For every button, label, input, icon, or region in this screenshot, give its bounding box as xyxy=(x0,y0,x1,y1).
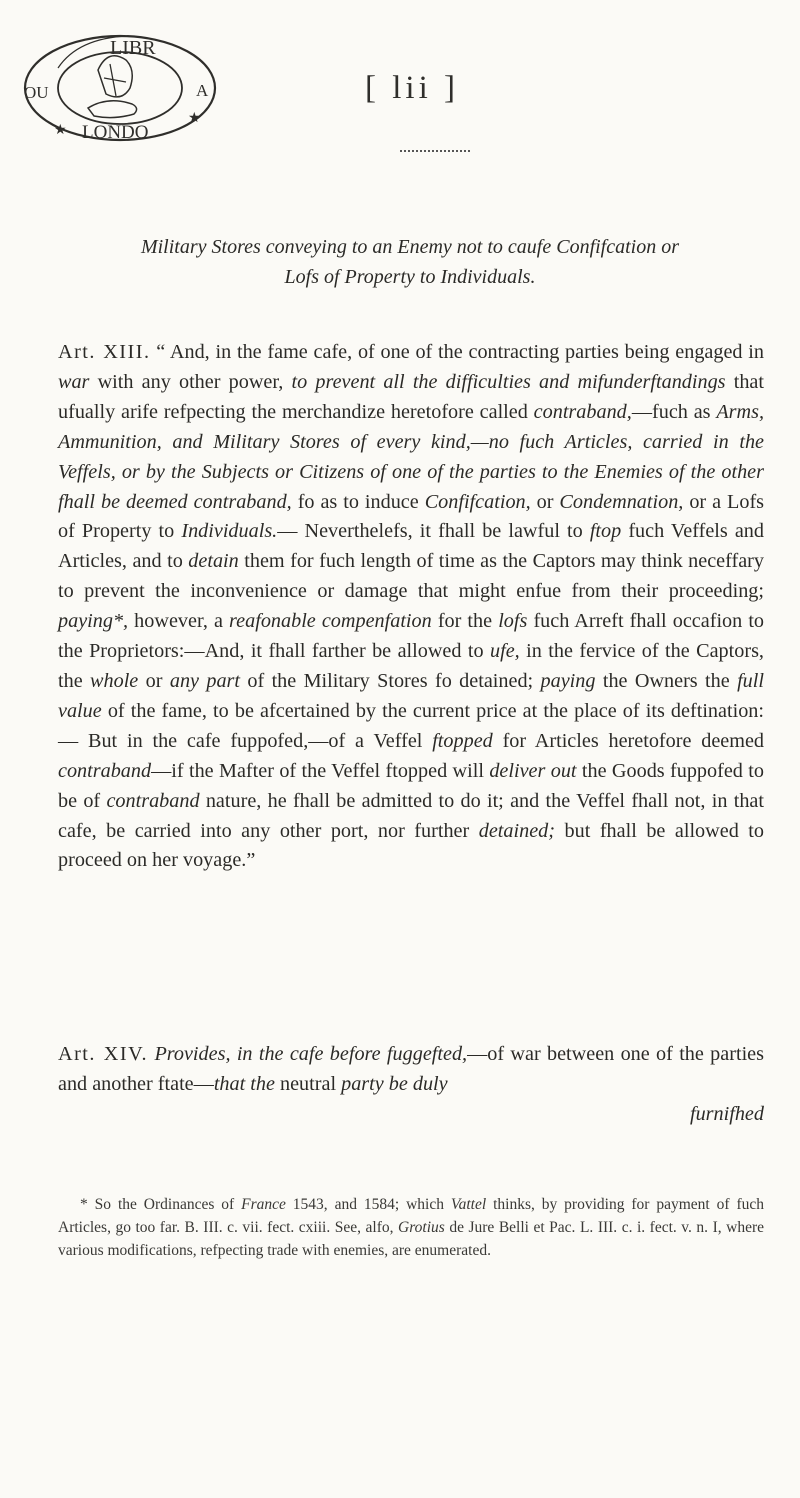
footnote xyxy=(58,1193,764,1262)
text-run: or a Lofs of Property to xyxy=(58,490,765,543)
emphasis: ftop xyxy=(589,520,622,543)
emphasis: party be duly xyxy=(341,1072,448,1095)
text-run: de Jure Belli et Pac. L. III. c. i. fect. v. n. I, where various modifications, refpecting trade with enemies, are enumerated. xyxy=(58,1219,764,1259)
emphasis: contraband xyxy=(106,789,200,812)
text-run: — Neverthelefs, it fhall be lawful to xyxy=(277,520,590,543)
emphasis: ufe, xyxy=(490,640,520,663)
text-run: of the fame, to be afcertained by the current price at the place of its deftination:— But in the cafe fuppofed,—of a Veffel xyxy=(58,699,764,752)
page-number: [ lii ] xyxy=(365,70,459,106)
emphasis: Arms, Ammunition, and Military Stores of every kind,—no fuch Articles, carried in the Veffels, or by the Subjects or Citizens of one of the parties to the Enemies of the other fhall be deemed contraband, xyxy=(58,400,765,513)
emphasis: full value xyxy=(58,669,764,722)
text-run: for Articles heretofore deemed xyxy=(492,729,765,752)
emphasis: detained; xyxy=(478,819,555,842)
text-run: thinks, by providing for payment of fuch Articles, go too far. B. III. c. vii. fect. cxiii. See, alfo, xyxy=(58,1196,764,1236)
catchword: furnifhed xyxy=(689,1102,764,1125)
emphasis: to prevent all the difficulties and mifunderftandings xyxy=(291,370,726,393)
text-run: but fhall be allowed to proceed on her voyage.” xyxy=(58,819,764,872)
text-run: neutral xyxy=(274,1072,342,1095)
text-run: the Owners the xyxy=(595,669,738,692)
emphasis: whole xyxy=(90,669,139,692)
stamp-bottom-text: LONDO xyxy=(82,122,149,143)
stamp-top-text: LIBR xyxy=(110,37,156,59)
library-stamp xyxy=(18,28,223,148)
section-title-line-1: Military Stores conveying to an Enemy not to caufe Confifcation or xyxy=(140,236,680,258)
emphasis: paying*, xyxy=(58,610,129,633)
emphasis: any part xyxy=(169,669,241,692)
emphasis: war xyxy=(58,370,90,393)
text-run: 1543, and 1584; which xyxy=(285,1196,451,1213)
emphasis: Provides, in the cafe before fuggefted, xyxy=(154,1043,468,1065)
text-run: —if the Mafter of the Veffel ftopped will xyxy=(151,759,490,782)
emphasis: France xyxy=(241,1196,286,1213)
text-run: or xyxy=(530,490,560,513)
text-run: however, a xyxy=(128,610,230,633)
text-run: nature, he fhall be admitted to do it; and the Veffel fhall not, in that cafe, be carried into any other port, nor further xyxy=(58,789,764,842)
text-run: for the xyxy=(431,610,499,633)
emphasis: Confifcation, xyxy=(424,490,531,513)
emphasis: lofs xyxy=(498,610,528,633)
text-run: in the fervice of the Captors, the xyxy=(58,640,764,692)
emphasis: Grotius xyxy=(398,1219,445,1236)
emphasis: reafonable compenfation xyxy=(229,610,432,633)
text-run: —fuch as xyxy=(631,400,717,423)
text-run: fuch Arreft fhall occafion to the Proprietors:—And, it fhall farther be allowed to xyxy=(58,610,765,663)
section-title xyxy=(60,232,760,292)
text-run: the Goods fuppofed to be of xyxy=(58,759,764,812)
article-14 xyxy=(58,1040,764,1130)
article-14-paragraph xyxy=(58,1040,764,1130)
emphasis: deliver out xyxy=(489,759,577,782)
emphasis: paying xyxy=(540,669,596,692)
header-rule xyxy=(400,150,470,152)
library-stamp-icon xyxy=(18,28,223,148)
text-run: of the Military Stores fo detained; xyxy=(240,669,541,692)
article-13-heading: Art. XIII. xyxy=(58,341,151,363)
text-run: them for fuch length of time as the Captors may think neceffary to prevent the inconvenience or damage that might enfue from their proceeding; xyxy=(58,550,764,603)
text-run: or xyxy=(138,669,170,692)
emphasis: that the xyxy=(213,1072,275,1095)
text-run: fuch Veffels and Articles, and to xyxy=(58,520,764,573)
emphasis: Vattel xyxy=(450,1196,487,1213)
text-run: fo as to induce xyxy=(291,490,425,513)
emphasis: ftopped xyxy=(432,729,493,752)
stamp-star-icon: ★ xyxy=(54,122,67,138)
emphasis: contraband, xyxy=(533,400,632,423)
article-13 xyxy=(58,338,764,876)
text-run: with any other power, xyxy=(89,370,292,393)
stamp-star-icon-right: ★ xyxy=(188,110,201,126)
section-title-line-2: Lofs of Property to Individuals. xyxy=(284,266,536,288)
article-13-paragraph xyxy=(58,338,764,876)
emphasis: contraband xyxy=(58,759,152,782)
emphasis: Individuals. xyxy=(181,520,278,543)
article-14-heading: Art. XIV. xyxy=(58,1043,149,1065)
text-run: “ And, in the fame cafe, of one of the contracting parties being engaged in xyxy=(150,341,764,363)
stamp-right-text: A xyxy=(196,81,209,100)
footnote-paragraph xyxy=(58,1193,764,1262)
text-run: that ufually arife refpecting the merchandize heretofore called xyxy=(58,370,764,423)
text-run: * So the Ordinances of xyxy=(80,1196,242,1213)
emphasis: Condemnation, xyxy=(559,490,684,513)
text-run: —of war between one of the parties and another ftate— xyxy=(58,1043,764,1095)
emphasis: detain xyxy=(188,550,239,573)
stamp-left-text: OU xyxy=(24,83,49,102)
